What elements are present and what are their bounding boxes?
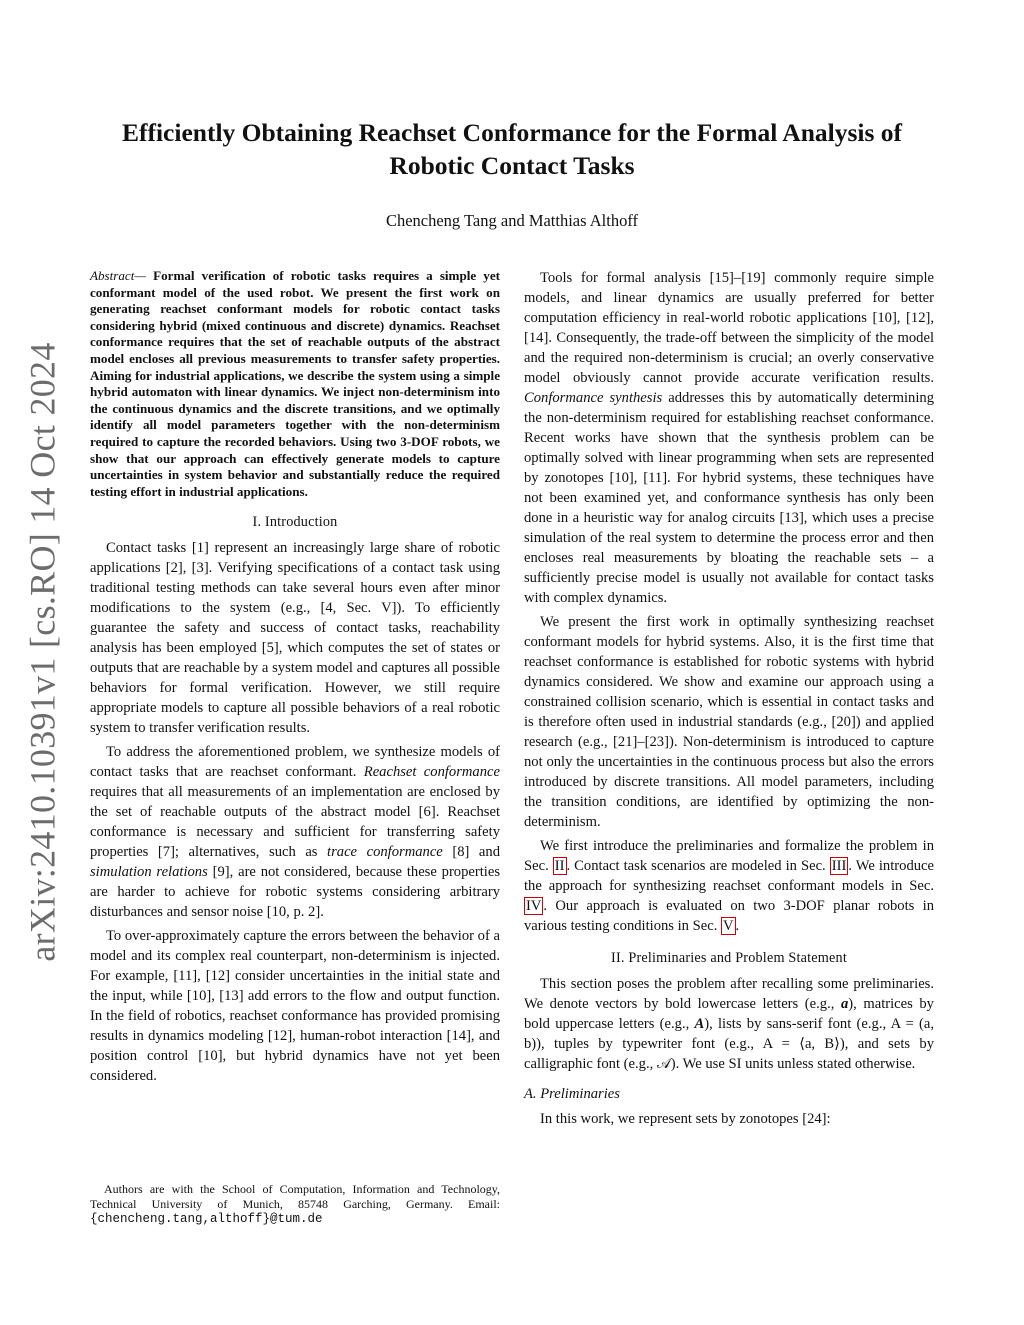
math-set-example: 𝒜: [656, 1056, 671, 1072]
arxiv-identifier-text: arXiv:2410.10391v1 [cs.RO] 14 Oct 2024: [23, 342, 64, 962]
author-footnote: Authors are with the School of Computation, Information and Technology, Technical University of Munich, 85748 Garching, Germany. Email: {chencheng.tang,althoff}@tum.de: [90, 1182, 500, 1226]
author-email: {chencheng.tang,althoff}@tum.de: [90, 1212, 323, 1226]
prelim-paragraph-2: In this work, we represent sets by zonotopes [24]:: [540, 1111, 831, 1127]
intro-paragraph-6: We first introduce the preliminaries and formalize the problem in Sec. II . Contact task scenarios are modeled in Sec. III . We introduce the approach for synthesizing reachset conformant models in Sec. IV . Our approach is evaluated on two 3-DOF planar robots in various testing conditions in Sec. V .: [524, 838, 934, 934]
abstract: [90, 268, 500, 500]
section-heading-introduction: I. Introduction: [252, 514, 338, 531]
section-link-ii[interactable]: II: [554, 858, 565, 874]
math-tuple-example: A = ⟨a, B⟩: [762, 1036, 840, 1052]
intro-paragraph-5: We present the first work in optimally synthesizing reachset conformant models for hybrid systems. Also, it is the first time that reachset conformance is established for robotic systems with hybrid dynamics considered. We show and examine our approach using a constrained collision scenario, which is essential in contact tasks and is therefore often used in industrial standards (e.g., [20]) and applied research (e.g., [21]–[23]). Non-determinism is introduced to capture not only the uncertainties in the continuous process but also the errors introduced by discrete transitions. All model parameters, including the transition conditions, are identified by optimizing the non-determinism.: [524, 614, 934, 830]
prelim-paragraph-1: This section poses the problem after recalling some preliminaries. We denote vectors by bold lowercase letters (e.g., a), matrices by bold uppercase letters (e.g., A), lists by sans-serif font (e.g., A = (a, b)), tuples by typewriter font (e.g., A = ⟨a, B⟩), and sets by calligraphic font (e.g., 𝒜). We use SI units unless stated otherwise.: [524, 976, 935, 1072]
right-column: [524, 268, 934, 1133]
math-vector-a: a: [840, 996, 849, 1012]
term-conformance-synthesis: Conformance synthesis: [524, 390, 663, 406]
subsection-heading-preliminaries: A. Preliminaries: [524, 1086, 620, 1102]
section-link-iv[interactable]: IV: [526, 898, 542, 914]
intro-paragraph-2: To address the aforementioned problem, we synthesize models of contact tasks that are reachset conformant. Reachset conformance requires that all measurements of an implementation are enclosed by the set of reachable outputs of the abstract model [6]. Reachset conformance is necessary and sufficient for transferring safety properties [7]; alternatives, such as trace conformance [8] and simulation relations [9], are not considered, because these properties are harder to achieve for robotic systems considering arbitrary disturbances and sensor noise [10, p. 2].: [90, 744, 501, 921]
intro-paragraph-3: To over-approximately capture the errors between the behavior of a model and its complex real counterpart, non-determinism is injected. For example, [11], [12] consider uncertainties in the initial state and the input, while [10], [13] add errors to the flow and output function. In the field of robotics, reachset conformance has provided promising results in dynamics modeling [12], human-robot interaction [14], and position control [10], but hybrid dynamics have not yet been considered.: [90, 928, 500, 1085]
math-matrix-A: A: [694, 1016, 705, 1032]
math-list-example: A = (a, b): [524, 1016, 935, 1052]
abstract-text: Formal verification of robotic tasks requires a simple yet conformant model of the used robot. We present the first work on generating reachset conformant models for robotic contact tasks considering hybrid (mixed continuous and discrete) dynamics. Reachset conformance requires that the set of reachable outputs of the abstract model encloses all previous measurements to transfer safety properties. Aiming for industrial applications, we describe the system using a simple hybrid automaton with linear dynamics. We inject non-determinism into the continuous dynamics and the discrete transitions, and we optimally identify all model parameters together with the non-determinism required to capture the recorded behaviors. Using two 3-DOF robots, we show that our approach can effectively generate models to capture uncertainties in system behavior and substantially reduce the required testing effort in industrial applications.: [90, 268, 500, 499]
intro-paragraph-4: Tools for formal analysis [15]–[19] commonly require simple models, and linear dynamics are usually preferred for better computation efficiency in real-world robotic applications [10], [12], [14]. Consequently, the trade-off between the simplicity of the model and the required non-determinism is crucial; an overly conservative model obviously cannot provide accurate verification results. Conformance synthesis addresses this by automatically determining the non-determinism required for establishing reachset conformance. Recent works have shown that the synthesis problem can be optimally solved with linear programming when sets are represented by zonotopes [10], [11]. For hybrid systems, these techniques have not been examined yet, and conformance synthesis has only been done in a heuristic way for analog circuits [13], which uses a precise simulation of the real system to determine the process error and then encloses real measurements by bloating the reachable sets – a sufficiently precise model is usually not available for contact tasks with complex dynamics.: [524, 270, 934, 606]
term-trace-conformance: trace conformance: [327, 844, 443, 861]
left-column: [90, 268, 500, 1090]
section-heading-preliminaries: II. Preliminaries and Problem Statement: [611, 950, 847, 966]
abstract-lead: Abstract—: [90, 268, 147, 283]
paper-title: Efficiently Obtaining Reachset Conformance for the Formal Analysis of Robotic Contact Tasks: [121, 118, 903, 180]
section-link-iii[interactable]: III: [831, 858, 847, 874]
arxiv-identifier: [20, 342, 66, 962]
term-reachset-conformance: Reachset conformance: [363, 764, 500, 781]
section-link-v[interactable]: V: [723, 918, 734, 934]
paper-authors: Chencheng Tang and Matthias Althoff: [385, 211, 639, 230]
intro-paragraph-1: Contact tasks [1] represent an increasingly large share of robotic applications [2], [3]. Verifying specifications of a contact task using traditional testing methods can take several hours even after minor modifications to the system (e.g., [4, Sec. V]). To efficiently guarantee the safety and success of contact tasks, reachability analysis has been employed [5], which computes the set of states or outputs that are reachable by a system model and captures all possible behaviors for formal verification. However, we still require appropriate models to capture all possible behaviors of a real robotic system to transfer verification results.: [90, 540, 500, 737]
term-simulation-relations: simulation relations: [90, 864, 208, 881]
